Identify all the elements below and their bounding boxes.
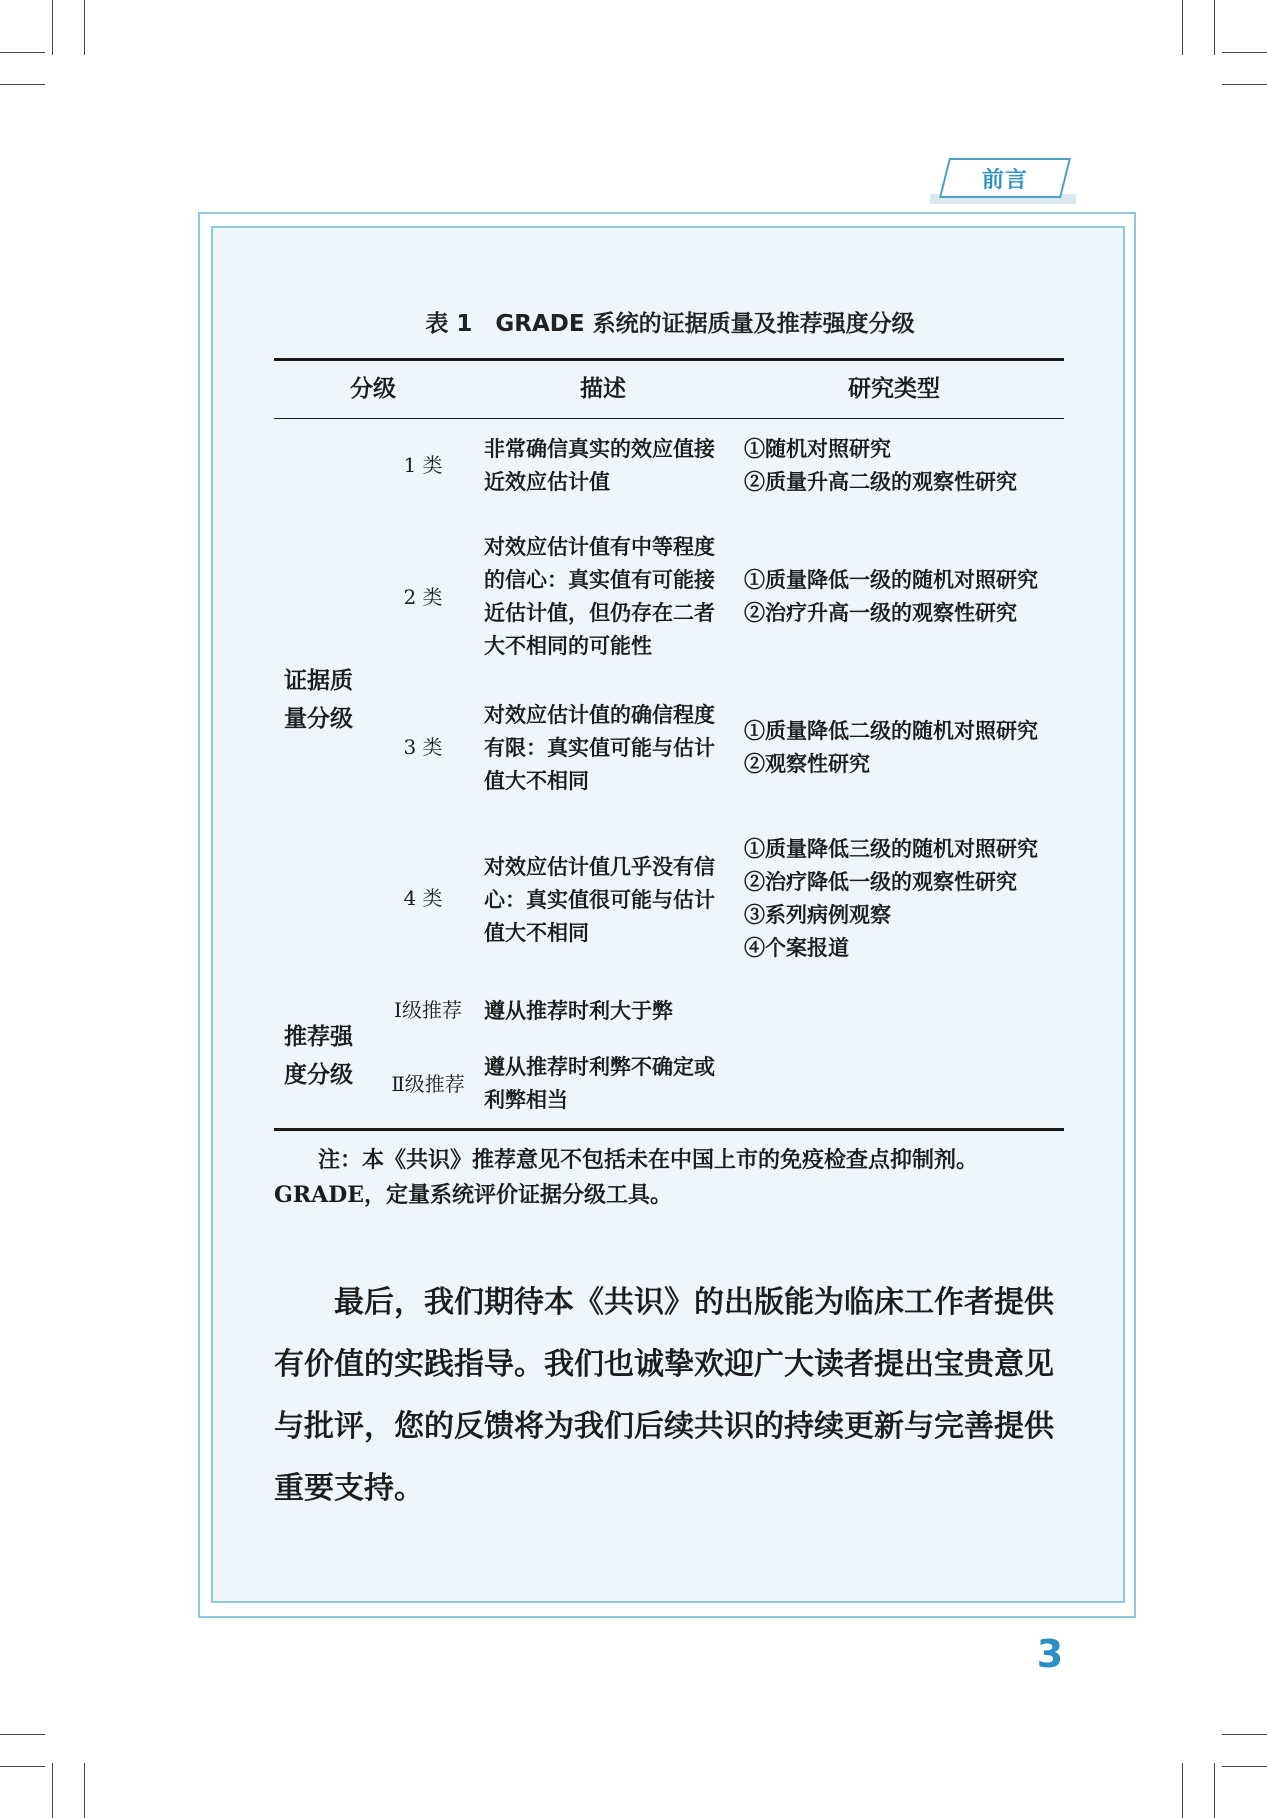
level-cell: 2 类 <box>403 585 443 609</box>
crop-mark <box>52 0 53 55</box>
study-type-line: ④个案报道 <box>744 935 849 960</box>
table-top-rule <box>274 358 1064 361</box>
section-tab-label: 前言 <box>981 167 1028 193</box>
crop-mark <box>1222 52 1267 53</box>
description-line: 有限：真实值可能与估计 <box>484 735 715 760</box>
level-cell: 3 类 <box>403 735 443 759</box>
column-header-study-type: 研究类型 <box>848 376 940 402</box>
crop-mark <box>1214 0 1215 55</box>
study-type-cell <box>744 432 1017 498</box>
description-cell <box>484 432 715 498</box>
description-line: 大不相同的可能性 <box>484 633 652 658</box>
crop-mark <box>1214 1763 1215 1818</box>
study-type-line: ①随机对照研究 <box>744 436 891 461</box>
description-line: 心：真实值很可能与估计 <box>484 887 715 912</box>
group-label-evidence <box>284 662 353 738</box>
crop-mark <box>84 1763 85 1818</box>
table-caption: 表 1 GRADE 系统的证据质量及推荐强度分级 <box>425 311 915 337</box>
crop-mark <box>0 1734 45 1735</box>
group-label-line: 推荐强 <box>284 1024 353 1050</box>
table-bottom-rule <box>274 1128 1064 1131</box>
crop-mark <box>52 1763 53 1818</box>
description-cell <box>484 850 715 949</box>
group-label-line: 量分级 <box>284 706 353 732</box>
description-cell <box>484 530 715 662</box>
column-header-level: 分级 <box>350 376 396 402</box>
description-cell <box>484 1050 715 1116</box>
section-tab-box <box>939 158 1071 198</box>
description-line: 值大不相同 <box>484 768 589 793</box>
body-paragraph <box>274 1272 1064 1520</box>
crop-mark <box>0 1766 45 1767</box>
level-cell: 1 类 <box>403 453 443 477</box>
crop-mark <box>1182 1763 1183 1818</box>
description-line: 值大不相同 <box>484 920 589 945</box>
study-type-cell <box>744 832 1038 964</box>
level-cell: 4 类 <box>403 886 443 910</box>
description-line: 遵从推荐时利大于弊 <box>484 998 673 1023</box>
crop-mark <box>84 0 85 55</box>
body-paragraph-text: 最后，我们期待本《共识》的出版能为临床工作者提供有价值的实践指导。我们也诚挚欢迎广大读者提出宝贵意见与批评，您的反馈将为我们后续共识的持续更新与完善提供重要支持。 <box>274 1285 1054 1506</box>
description-line: 近效应估计值 <box>484 469 610 494</box>
study-type-line: ②质量升高二级的观察性研究 <box>744 469 1017 494</box>
crop-mark <box>0 84 45 85</box>
study-type-line: ①质量降低三级的随机对照研究 <box>744 836 1038 861</box>
crop-mark <box>1222 1734 1267 1735</box>
description-line: 的信心：真实值有可能接 <box>484 567 715 592</box>
study-type-line: ②治疗降低一级的观察性研究 <box>744 869 1017 894</box>
description-line: 对效应估计值几乎没有信 <box>484 854 715 879</box>
column-header-description: 描述 <box>580 376 626 402</box>
description-line: 遵从推荐时利弊不确定或 <box>484 1054 715 1079</box>
crop-mark <box>1222 1766 1267 1767</box>
table-header-rule <box>274 418 1064 419</box>
level-cell: Ⅰ级推荐 <box>394 998 462 1022</box>
study-type-line: ①质量降低一级的随机对照研究 <box>744 567 1038 592</box>
description-line: 对效应估计值有中等程度 <box>484 534 715 559</box>
description-line: 对效应估计值的确信程度 <box>484 702 715 727</box>
crop-mark <box>1222 84 1267 85</box>
crop-mark <box>1182 0 1183 55</box>
description-line: 近估计值，但仍存在二者 <box>484 600 715 625</box>
study-type-cell <box>744 714 1038 780</box>
group-label-line: 证据质 <box>284 668 353 694</box>
description-cell <box>484 994 673 1027</box>
group-label-line: 度分级 <box>284 1062 353 1088</box>
page-number: 3 <box>1036 1632 1064 1676</box>
section-tab <box>930 158 1076 204</box>
study-type-line: ③系列病例观察 <box>744 902 891 927</box>
table-note-line: 注：本《共识》推荐意见不包括未在中国上市的免疫检查点抑制剂。 <box>274 1147 979 1173</box>
study-type-line: ①质量降低二级的随机对照研究 <box>744 718 1038 743</box>
study-type-line: ②观察性研究 <box>744 751 870 776</box>
level-cell: Ⅱ级推荐 <box>391 1072 465 1096</box>
crop-mark <box>0 52 45 53</box>
study-type-line: ②治疗升高一级的观察性研究 <box>744 600 1017 625</box>
group-label-recommendation <box>284 1018 353 1094</box>
table-note-line: GRADE，定量系统评价证据分级工具。 <box>274 1182 672 1208</box>
description-line: 非常确信真实的效应值接 <box>484 436 715 461</box>
description-line: 利弊相当 <box>484 1087 568 1112</box>
table-note <box>274 1143 1074 1213</box>
study-type-cell <box>744 563 1038 629</box>
description-cell <box>484 698 715 797</box>
